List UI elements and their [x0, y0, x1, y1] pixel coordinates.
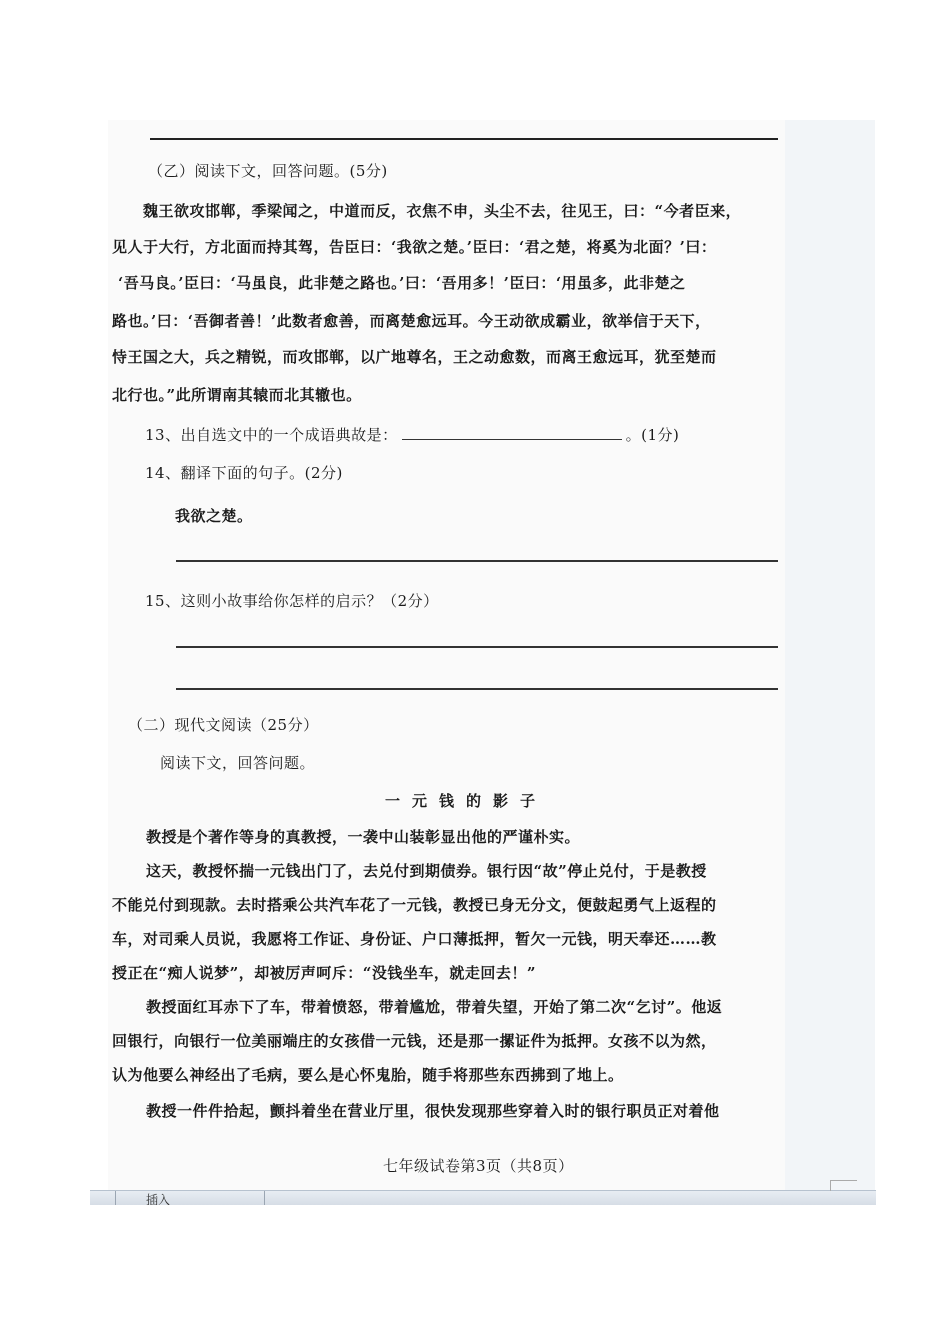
passage-line: 见人于大行，方北面而持其驾，告臣曰：‘我欲之楚。’臣曰：‘君之楚，将奚为北面？’曰：: [112, 238, 717, 256]
article-line: 这天，教授怀揣一元钱出门了，去兑付到期债券。银行因“故”停止兑付，于是教授: [146, 862, 707, 880]
page-footer: 七年级试卷第3页（共8页）: [383, 1157, 574, 1175]
top-rule: [150, 138, 778, 140]
article-line: 教授一件件拾起，颤抖着坐在营业厅里，很快发现那些穿着入时的银行职员正对着他: [146, 1102, 720, 1120]
passage-line: 恃王国之大，兵之精锐，而攻邯郸，以广地尊名，王之动愈数，而离王愈远耳，犹至楚而: [112, 348, 717, 366]
answer-line-15b[interactable]: [176, 688, 778, 690]
article-line: 认为他要么神经出了毛病，要么是心怀鬼胎，随手将那些东西拂到了地上。: [112, 1066, 624, 1084]
question-13: [145, 424, 679, 445]
question-14: 14、翻译下面的句子。(2分): [145, 464, 343, 482]
status-bar: [90, 1190, 876, 1205]
question-14-sentence: 我欲之楚。: [175, 507, 253, 525]
corner-frame: [830, 1180, 857, 1191]
question-13-prefix: 13、出自选文中的一个成语典故是：: [145, 426, 398, 444]
passage-line: 魏王欲攻邯郸，季梁闻之，中道而反，衣焦不申，头尘不去，往见王，曰：“今者臣来，: [143, 202, 742, 220]
question-13-suffix: 。(1分): [625, 426, 680, 444]
article-line: 教授面红耳赤下了车，带着愤怒，带着尴尬，带着失望，开始了第二次“乞讨”。他返: [146, 998, 723, 1016]
section-b-heading: （乙）阅读下文，回答问题。(5分): [148, 162, 388, 180]
passage-line: 路也。’曰：‘吾御者善！’此数者愈善，而离楚愈远耳。今王动欲成霸业，欲举信于天下，: [112, 312, 711, 330]
passage-line: ‘吾马良。’臣曰：‘马虽良，此非楚之路也。’曰：‘吾用多！’臣曰：‘用虽多，此非楚之: [118, 274, 686, 292]
passage-line: 北行也。”此所谓南其辕而北其辙也。: [112, 386, 362, 404]
article-line: 回银行，向银行一位美丽端庄的女孩借一元钱，还是那一摞证件为抵押。女孩不以为然，: [112, 1032, 717, 1050]
answer-line-14[interactable]: [176, 560, 778, 562]
article-line: 车，对司乘人员说，我愿将工作证、身份证、户口薄抵押，暂欠一元钱，明天奉还……教: [112, 930, 717, 948]
article-line: 不能兑付到现款。去时搭乘公共汽车花了一元钱，教授已身无分文，便鼓起勇气上返程的: [112, 896, 717, 914]
question-15: 15、这则小故事给你怎样的启示？（2分）: [145, 592, 439, 610]
answer-blank-13[interactable]: [402, 425, 622, 440]
status-bar-tab[interactable]: 插入: [115, 1191, 265, 1205]
answer-line-15a[interactable]: [176, 646, 778, 648]
article-title: 一元钱的影子: [385, 792, 548, 810]
article-line: 教授是个著作等身的真教授，一袭中山装彰显出他的严谨朴实。: [146, 828, 581, 846]
section-2-instruction: 阅读下文，回答问题。: [160, 754, 316, 772]
section-2-heading: （二）现代文阅读（25分）: [128, 716, 319, 734]
side-strip: [785, 120, 875, 1192]
article-line: 授正在“痴人说梦”，却被厉声呵斥：“没钱坐车，就走回去！”: [112, 964, 537, 982]
